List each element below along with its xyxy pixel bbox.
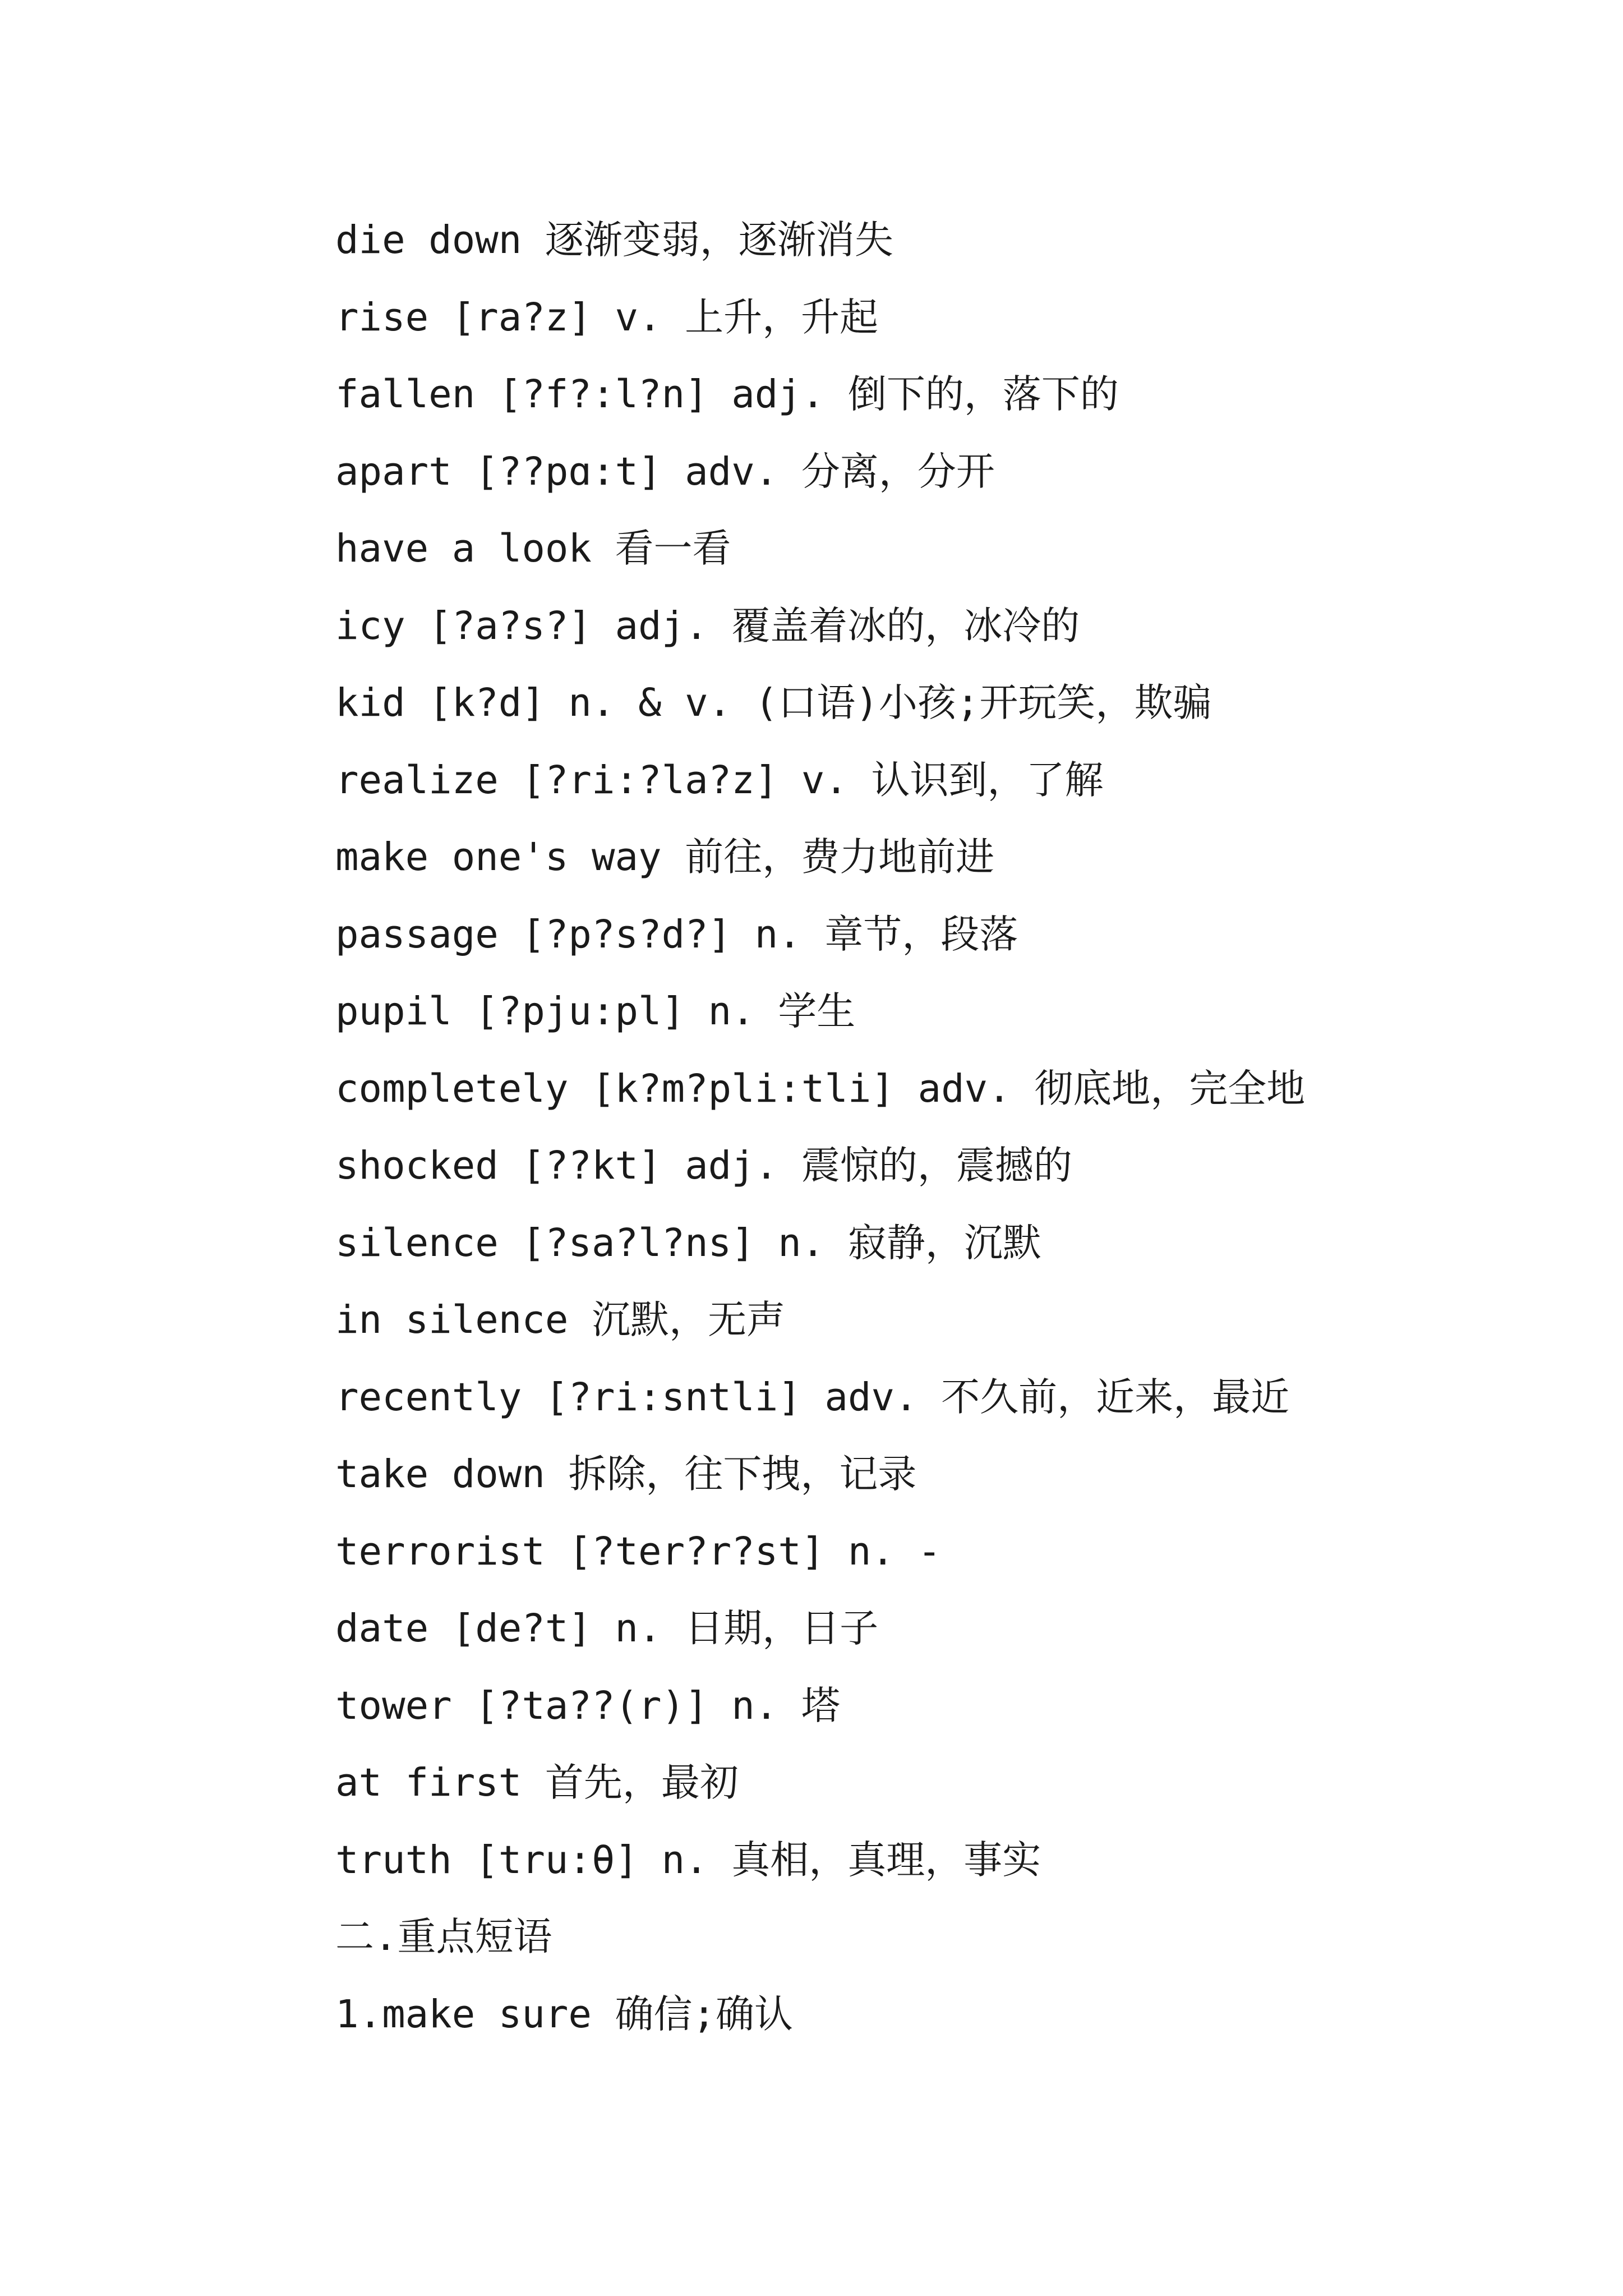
- vocab-line: completely [k?m?pli:tli] adv. 彻底地，完全地: [335, 1066, 1306, 1111]
- vocab-line: date [de?t] n. 日期，日子: [335, 1606, 879, 1651]
- vocab-line: silence [?sa?l?ns] n. 寂静，沉默: [335, 1220, 1041, 1266]
- vocab-line: truth [tru:θ] n. 真相，真理，事实: [335, 1837, 1041, 1883]
- vocab-line: realize [?ri:?la?z] v. 认识到，了解: [335, 757, 1104, 803]
- vocab-line: recently [?ri:sntli] adv. 不久前，近来，最近: [335, 1374, 1290, 1420]
- vocab-line: icy [?a?s?] adj. 覆盖着冰的，冰冷的: [335, 603, 1080, 648]
- vocab-line: rise [ra?z] v. 上升，升起: [335, 295, 879, 340]
- vocab-line: terrorist [?ter?r?st] n. -: [335, 1529, 942, 1574]
- vocab-line: passage [?p?s?d?] n. 章节，段落: [335, 912, 1018, 957]
- vocab-line: shocked [??kt] adj. 震惊的，震撼的: [335, 1143, 1072, 1188]
- vocab-line: make one's way 前往，费力地前进: [335, 835, 995, 880]
- vocab-line: die down 逐渐变弱，逐渐消失: [335, 218, 893, 263]
- vocab-line: in silence 沉默，无声: [335, 1297, 785, 1342]
- vocab-line: pupil [?pju:pl] n. 学生: [335, 989, 856, 1034]
- vocab-line: have a look 看一看: [335, 526, 731, 571]
- section-heading: 二.重点短语: [335, 1915, 552, 1959]
- vocabulary-list: [335, 212, 1513, 2063]
- vocab-line: take down 拆除，往下拽，记录: [335, 1452, 917, 1497]
- vocab-line: fallen [?f?:l?n] adj. 倒下的，落下的: [335, 372, 1119, 417]
- vocab-line: tower [?ta??(r)] n. 塔: [335, 1683, 840, 1728]
- vocab-line: kid [k?d] n. & v. (口语)小孩;开玩笑，欺骗: [335, 680, 1212, 725]
- vocab-line: apart [??pɑ:t] adv. 分离，分开: [335, 449, 995, 494]
- phrase-line: 1.make sure 确信;确认: [335, 1991, 794, 2037]
- vocab-line: at first 首先，最初: [335, 1760, 739, 1805]
